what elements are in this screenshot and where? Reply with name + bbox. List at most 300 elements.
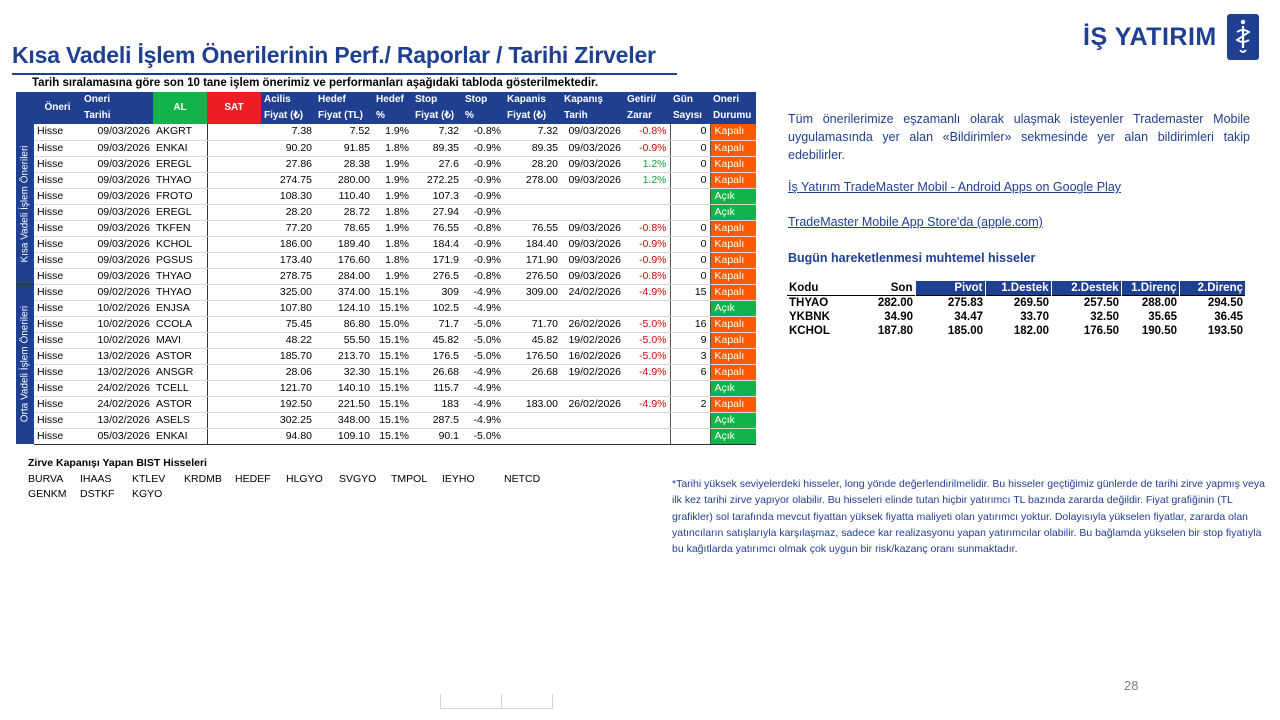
cell-code: EREGL <box>153 156 207 172</box>
cell-stop-price: 184.4 <box>412 236 462 252</box>
cell-target-price: 280.00 <box>315 172 373 188</box>
footer-box <box>440 694 553 709</box>
record-high-ticker: BURVA <box>28 473 64 485</box>
cell-target-pct: 1.8% <box>373 140 412 156</box>
table-row <box>16 252 756 268</box>
cell-status: Kapalı <box>710 364 756 380</box>
cell-target-pct: 15.1% <box>373 364 412 380</box>
cell-type: Hisse <box>34 412 81 428</box>
cell-open-price: 185.70 <box>261 348 315 364</box>
record-high-ticker: KTLEV <box>132 473 166 485</box>
cell-return: 1.2% <box>624 156 670 172</box>
pivot-col-direnc1: 1.Direnç <box>1121 281 1179 296</box>
cell-close-date: 16/02/2026 <box>561 348 624 364</box>
cell-stop-price: 27.94 <box>412 204 462 220</box>
record-high-ticker: HLGYO <box>286 473 323 485</box>
pivot-col-kodu: Kodu <box>787 281 845 296</box>
cell-target-price: 109.10 <box>315 428 373 444</box>
logo-text: İŞ YATIRIM <box>1083 22 1217 51</box>
cell-open-price: 94.80 <box>261 428 315 444</box>
cell-sat-empty <box>207 140 261 156</box>
pivot-header-row <box>787 281 1245 296</box>
cell-code: CCOLA <box>153 316 207 332</box>
pivot-row <box>787 296 1245 311</box>
cell-status: Açık <box>710 412 756 428</box>
pivot-cell-value: 269.50 <box>985 296 1051 311</box>
pivot-levels-table <box>787 281 1245 338</box>
col-kapanis-top: Kapanis <box>504 92 561 108</box>
cell-days: 2 <box>670 396 710 412</box>
cell-close-date: 09/03/2026 <box>561 252 624 268</box>
cell-target-price: 32.30 <box>315 364 373 380</box>
cell-close-price <box>504 412 561 428</box>
cell-close-price: 278.00 <box>504 172 561 188</box>
cell-close-date <box>561 300 624 316</box>
table-row <box>16 204 756 220</box>
cell-close-date: 19/02/2026 <box>561 364 624 380</box>
cell-code: PGSUS <box>153 252 207 268</box>
cell-stop-pct: -0.8% <box>462 124 504 140</box>
col-acilis-top: Acilis <box>261 92 315 108</box>
cell-stop-pct: -4.9% <box>462 380 504 396</box>
pivot-cell-code: YKBNK <box>789 311 830 323</box>
record-high-ticker: TMPOL <box>391 473 428 485</box>
cell-code: ASTOR <box>153 348 207 364</box>
cell-code: TKFEN <box>153 220 207 236</box>
col-oneri-tarihi-top: Oneri <box>81 92 153 108</box>
cell-close-price: 26.68 <box>504 364 561 380</box>
cell-code: THYAO <box>153 172 207 188</box>
cell-sat-empty <box>207 380 261 396</box>
col-hedef-pct-top: Hedef <box>373 92 412 108</box>
cell-open-price: 90.20 <box>261 140 315 156</box>
cell-code: ASTOR <box>153 396 207 412</box>
table-row <box>16 156 756 172</box>
cell-target-pct: 15.1% <box>373 380 412 396</box>
pivot-cell-value: 34.47 <box>954 311 983 323</box>
cell-type: Hisse <box>34 220 81 236</box>
cell-type: Hisse <box>34 172 81 188</box>
cell-target-pct: 1.9% <box>373 124 412 140</box>
cell-target-pct: 1.9% <box>373 156 412 172</box>
cell-target-pct: 15.0% <box>373 316 412 332</box>
cell-open-price: 48.22 <box>261 332 315 348</box>
cell-days <box>670 380 710 396</box>
cell-date: 09/03/2026 <box>81 252 153 268</box>
cell-status: Açık <box>710 188 756 204</box>
cell-sat-empty <box>207 300 261 316</box>
cell-return: -4.9% <box>624 284 670 300</box>
pivot-row <box>787 310 1245 324</box>
cell-target-pct: 15.1% <box>373 300 412 316</box>
cell-return: -0.8% <box>624 124 670 140</box>
cell-target-pct: 1.8% <box>373 236 412 252</box>
cell-sat-empty <box>207 220 261 236</box>
cell-target-price: 374.00 <box>315 284 373 300</box>
col-stop-pct-bottom: % <box>462 108 504 124</box>
android-app-link[interactable]: İş Yatırım TradeMaster Mobil - Android Apps on Google Play <box>788 180 1122 194</box>
cell-stop-pct: -0.9% <box>462 236 504 252</box>
cell-stop-pct: -0.9% <box>462 204 504 220</box>
col-al: AL <box>153 92 207 124</box>
notifications-intro: Tüm önerilerimize eşzamanlı olarak ulaşmak isteyenler Trademaster Mobile uygulamasında yer alan «Bildirimler» sekmesinde yer alan bildirimleri takip edebilirler. <box>788 112 1250 162</box>
cell-code: THYAO <box>153 284 207 300</box>
cell-stop-price: 176.5 <box>412 348 462 364</box>
cell-open-price: 173.40 <box>261 252 315 268</box>
cell-return <box>624 412 670 428</box>
cell-target-pct: 15.1% <box>373 396 412 412</box>
pivot-cell-value: 34.90 <box>884 311 913 323</box>
cell-return: -4.9% <box>624 396 670 412</box>
record-high-footnote: *Tarihi yüksek seviyelerdeki hisseler, long yönde değerlendirilmelidir. Bu hisseler geçtiğimiz günlerde de tarihi zirve yapmış veya ilk kez tarihi zirve yapıyor olabilir. Bu hisseleri elinde tutan hiçbir yatırımcı TL bazında zararda değildir. Fiyat grafiğinin (TL grafikler) sol tarafında mevcut fiyattan yüksek fiyatta maliyeti olan yatırımcı yoktur. Dolayısıyla yükselen fiyatlar, zararda olan yatıncıların satışlarıyla karşılaşmaz, sadece kar realizasyonu yapan yatırımcılar olabilir. Bu bağlamda yükselen bir stop fiyatıyla bu kağıtlarda yatırımcı olmak çok uygun bir risk/kazanç oranı sunmaktadır. <box>672 478 1265 556</box>
table-row <box>16 268 756 284</box>
record-high-ticker: HEDEF <box>235 473 271 485</box>
cell-code: AKGRT <box>153 124 207 140</box>
cell-code: EREGL <box>153 204 207 220</box>
cell-close-date: 19/02/2026 <box>561 332 624 348</box>
table-header-row-top <box>16 92 756 108</box>
cell-type: Hisse <box>34 284 81 300</box>
table-subtitle: Tarih sıralamasına göre son 10 tane işlem önerimiz ve performanları aşağıdaki tabloda gösterilmektedir. <box>32 77 599 89</box>
col-durum-bottom: Durumu <box>710 108 756 124</box>
cell-close-price <box>504 428 561 444</box>
cell-return: -0.9% <box>624 140 670 156</box>
cell-return: -5.0% <box>624 316 670 332</box>
cell-close-date <box>561 428 624 444</box>
cell-date: 13/02/2026 <box>81 412 153 428</box>
cell-target-price: 140.10 <box>315 380 373 396</box>
cell-stop-pct: -0.8% <box>462 268 504 284</box>
cell-return <box>624 204 670 220</box>
cell-stop-pct: -4.9% <box>462 300 504 316</box>
cell-close-price: 171.90 <box>504 252 561 268</box>
cell-sat-empty <box>207 412 261 428</box>
table-row <box>16 124 756 140</box>
cell-close-price <box>504 300 561 316</box>
cell-target-price: 28.72 <box>315 204 373 220</box>
cell-code: FROTO <box>153 188 207 204</box>
cell-date: 10/02/2026 <box>81 316 153 332</box>
col-kapanis-tarih-top: Kapanış <box>561 92 624 108</box>
cell-target-price: 78.65 <box>315 220 373 236</box>
cell-days <box>670 204 710 220</box>
table-row <box>16 332 756 348</box>
cell-target-price: 176.60 <box>315 252 373 268</box>
cell-close-date: 26/02/2026 <box>561 396 624 412</box>
cell-sat-empty <box>207 332 261 348</box>
pivot-cell-value: 182.00 <box>1013 325 1049 337</box>
cell-open-price: 325.00 <box>261 284 315 300</box>
cell-open-price: 302.25 <box>261 412 315 428</box>
table-header-row-bottom <box>16 108 756 124</box>
col-hedef-fiyat-bottom: Fiyat (TL) <box>315 108 373 124</box>
cell-stop-price: 309 <box>412 284 462 300</box>
cell-stop-price: 276.5 <box>412 268 462 284</box>
cell-type: Hisse <box>34 332 81 348</box>
cell-target-price: 189.40 <box>315 236 373 252</box>
pivot-cell-value: 275.83 <box>915 296 985 311</box>
cell-stop-price: 45.82 <box>412 332 462 348</box>
record-high-ticker: DSTKF <box>80 488 115 500</box>
likely-movers-title: Bugün hareketlenmesi muhtemel hisseler <box>788 251 1036 265</box>
cell-sat-empty <box>207 316 261 332</box>
cell-code: ANSGR <box>153 364 207 380</box>
cell-close-date: 09/03/2026 <box>561 268 624 284</box>
cell-date: 09/03/2026 <box>81 188 153 204</box>
cell-stop-price: 89.35 <box>412 140 462 156</box>
cell-status: Açık <box>710 204 756 220</box>
cell-close-price <box>504 380 561 396</box>
cell-code: KCHOL <box>153 236 207 252</box>
table-row <box>16 364 756 380</box>
col-getiri-bottom: Zarar <box>624 108 670 124</box>
col-getiri-top: Getiri/ <box>624 92 670 108</box>
cell-stop-pct: -5.0% <box>462 428 504 444</box>
cell-stop-pct: -0.9% <box>462 140 504 156</box>
table-row <box>16 380 756 396</box>
pivot-cell-value: 36.45 <box>1214 311 1243 323</box>
table-row <box>16 316 756 332</box>
cell-close-price: 71.70 <box>504 316 561 332</box>
pivot-col-destek2: 2.Destek <box>1051 281 1121 296</box>
pivot-cell-value: 257.50 <box>1051 296 1121 311</box>
medium-term-label <box>16 284 34 444</box>
cell-date: 09/02/2026 <box>81 284 153 300</box>
cell-type: Hisse <box>34 140 81 156</box>
cell-type: Hisse <box>34 268 81 284</box>
cell-date: 13/02/2026 <box>81 348 153 364</box>
cell-status: Kapalı <box>710 124 756 140</box>
pivot-col-son: Son <box>845 281 915 296</box>
cell-status: Kapalı <box>710 284 756 300</box>
cell-sat-empty <box>207 396 261 412</box>
cell-sat-empty <box>207 204 261 220</box>
cell-target-price: 55.50 <box>315 332 373 348</box>
cell-status: Kapalı <box>710 252 756 268</box>
cell-date: 09/03/2026 <box>81 204 153 220</box>
pivot-cell-value: 187.80 <box>877 325 913 337</box>
cell-target-price: 284.00 <box>315 268 373 284</box>
cell-date: 09/03/2026 <box>81 268 153 284</box>
cell-target-pct: 1.9% <box>373 188 412 204</box>
cell-type: Hisse <box>34 188 81 204</box>
cell-return <box>624 300 670 316</box>
cell-target-price: 7.52 <box>315 124 373 140</box>
cell-sat-empty <box>207 124 261 140</box>
cell-return: -4.9% <box>624 364 670 380</box>
cell-date: 09/03/2026 <box>81 220 153 236</box>
col-sat: SAT <box>207 92 261 124</box>
cell-type: Hisse <box>34 204 81 220</box>
record-high-ticker: NETCD <box>504 473 541 485</box>
cell-sat-empty <box>207 156 261 172</box>
cell-open-price: 274.75 <box>261 172 315 188</box>
cell-stop-price: 287.5 <box>412 412 462 428</box>
cell-target-pct: 15.1% <box>373 428 412 444</box>
cell-days: 6 <box>670 364 710 380</box>
cell-status: Kapalı <box>710 348 756 364</box>
cell-date: 24/02/2026 <box>81 380 153 396</box>
record-high-ticker: KGYO <box>132 488 163 500</box>
cell-status: Kapalı <box>710 220 756 236</box>
table-row <box>16 140 756 156</box>
cell-status: Kapalı <box>710 268 756 284</box>
cell-open-price: 108.30 <box>261 188 315 204</box>
pivot-cell-value: 282.00 <box>845 296 915 311</box>
table-row <box>16 284 756 300</box>
cell-status: Kapalı <box>710 140 756 156</box>
cell-code: ENJSA <box>153 300 207 316</box>
cell-return: 1.2% <box>624 172 670 188</box>
cell-close-date: 09/03/2026 <box>561 236 624 252</box>
cell-close-date: 24/02/2026 <box>561 284 624 300</box>
col-kapanis-bottom: Fiyat (₺) <box>504 108 561 124</box>
cell-days: 0 <box>670 124 710 140</box>
pivot-cell-value: 32.50 <box>1090 311 1119 323</box>
record-high-ticker: GENKM <box>28 488 67 500</box>
cell-sat-empty <box>207 188 261 204</box>
table-row <box>16 188 756 204</box>
cell-code: MAVI <box>153 332 207 348</box>
pivot-cell-code: THYAO <box>787 296 845 311</box>
cell-open-price: 75.45 <box>261 316 315 332</box>
cell-open-price: 278.75 <box>261 268 315 284</box>
cell-close-price: 184.40 <box>504 236 561 252</box>
cell-stop-price: 183 <box>412 396 462 412</box>
pivot-col-destek1: 1.Destek <box>985 281 1051 296</box>
cell-sat-empty <box>207 172 261 188</box>
cell-return: -0.9% <box>624 252 670 268</box>
cell-close-date <box>561 380 624 396</box>
pivot-cell-code: KCHOL <box>789 325 830 337</box>
cell-type: Hisse <box>34 348 81 364</box>
cell-days: 0 <box>670 268 710 284</box>
cell-stop-price: 90.1 <box>412 428 462 444</box>
cell-sat-empty <box>207 268 261 284</box>
cell-date: 05/03/2026 <box>81 428 153 444</box>
cell-target-pct: 1.8% <box>373 204 412 220</box>
table-row <box>16 172 756 188</box>
table-row <box>16 300 756 316</box>
col-acilis-bottom: Fiyat (₺) <box>261 108 315 124</box>
cell-stop-pct: -4.9% <box>462 412 504 428</box>
cell-stop-price: 7.32 <box>412 124 462 140</box>
col-kapanis-tarih-bottom: Tarih <box>561 108 624 124</box>
cell-close-date: 09/03/2026 <box>561 156 624 172</box>
cell-stop-price: 76.55 <box>412 220 462 236</box>
cell-date: 10/02/2026 <box>81 332 153 348</box>
cell-close-date <box>561 188 624 204</box>
cell-return <box>624 428 670 444</box>
cell-date: 09/03/2026 <box>81 236 153 252</box>
cell-open-price: 107.80 <box>261 300 315 316</box>
record-high-ticker: SVGYO <box>339 473 377 485</box>
cell-code: ENKAI <box>153 428 207 444</box>
cell-days: 16 <box>670 316 710 332</box>
cell-sat-empty <box>207 428 261 444</box>
ios-app-link[interactable]: TradeMaster Mobile App Store'da (apple.com) <box>788 215 1043 229</box>
cell-date: 09/03/2026 <box>81 156 153 172</box>
cell-close-price: 276.50 <box>504 268 561 284</box>
cell-close-price <box>504 204 561 220</box>
cell-date: 09/03/2026 <box>81 172 153 188</box>
cell-sat-empty <box>207 284 261 300</box>
cell-stop-price: 26.68 <box>412 364 462 380</box>
short-term-label-text: Kısa Vadeli İşlem Önerileri <box>19 145 31 263</box>
cell-type: Hisse <box>34 156 81 172</box>
cell-return: -0.9% <box>624 236 670 252</box>
cell-target-price: 110.40 <box>315 188 373 204</box>
cell-target-price: 221.50 <box>315 396 373 412</box>
cell-close-date: 09/03/2026 <box>561 220 624 236</box>
cell-status: Açık <box>710 300 756 316</box>
cell-close-price: 76.55 <box>504 220 561 236</box>
cell-days: 0 <box>670 140 710 156</box>
cell-open-price: 28.20 <box>261 204 315 220</box>
cell-return: -0.8% <box>624 220 670 236</box>
cell-open-price: 186.00 <box>261 236 315 252</box>
cell-target-pct: 1.8% <box>373 252 412 268</box>
cell-type: Hisse <box>34 252 81 268</box>
page-number: 28 <box>1124 678 1139 693</box>
cell-date: 09/03/2026 <box>81 124 153 140</box>
cell-return: -5.0% <box>624 348 670 364</box>
pivot-cell-value: 190.50 <box>1141 325 1177 337</box>
cell-target-pct: 15.1% <box>373 284 412 300</box>
col-hedef-pct-bottom: % <box>373 108 412 124</box>
col-stop-fiyat-bottom: Fiyat (₺) <box>412 108 462 124</box>
table-row <box>16 412 756 428</box>
cell-open-price: 7.38 <box>261 124 315 140</box>
cell-status: Kapalı <box>710 332 756 348</box>
cell-status: Kapalı <box>710 172 756 188</box>
cell-target-pct: 1.9% <box>373 220 412 236</box>
cell-stop-price: 115.7 <box>412 380 462 396</box>
cell-days <box>670 188 710 204</box>
pivot-cell-value: 176.50 <box>1083 325 1119 337</box>
cell-type: Hisse <box>34 396 81 412</box>
cell-stop-pct: -4.9% <box>462 396 504 412</box>
cell-type: Hisse <box>34 316 81 332</box>
cell-stop-price: 71.7 <box>412 316 462 332</box>
cell-stop-price: 107.3 <box>412 188 462 204</box>
cell-stop-pct: -5.0% <box>462 332 504 348</box>
cell-close-price: 309.00 <box>504 284 561 300</box>
cell-date: 09/03/2026 <box>81 140 153 156</box>
cell-days: 9 <box>670 332 710 348</box>
cell-close-date: 09/03/2026 <box>561 124 624 140</box>
pivot-cell-value: 185.00 <box>947 325 983 337</box>
cell-target-pct: 1.9% <box>373 268 412 284</box>
pivot-cell-value: 193.50 <box>1207 325 1243 337</box>
cell-target-price: 213.70 <box>315 348 373 364</box>
cell-target-price: 91.85 <box>315 140 373 156</box>
cell-days <box>670 300 710 316</box>
cell-date: 10/02/2026 <box>81 300 153 316</box>
cell-stop-price: 102.5 <box>412 300 462 316</box>
col-hedef-fiyat-top: Hedef <box>315 92 373 108</box>
pivot-cell-value: 35.65 <box>1148 311 1177 323</box>
col-gun-bottom: Sayısı <box>670 108 710 124</box>
cell-stop-price: 272.25 <box>412 172 462 188</box>
short-term-label <box>16 124 34 284</box>
cell-stop-pct: -0.9% <box>462 172 504 188</box>
cell-type: Hisse <box>34 428 81 444</box>
record-high-ticker: KRDMB <box>184 473 222 485</box>
cell-type: Hisse <box>34 236 81 252</box>
cell-sat-empty <box>207 364 261 380</box>
cell-status: Kapalı <box>710 156 756 172</box>
